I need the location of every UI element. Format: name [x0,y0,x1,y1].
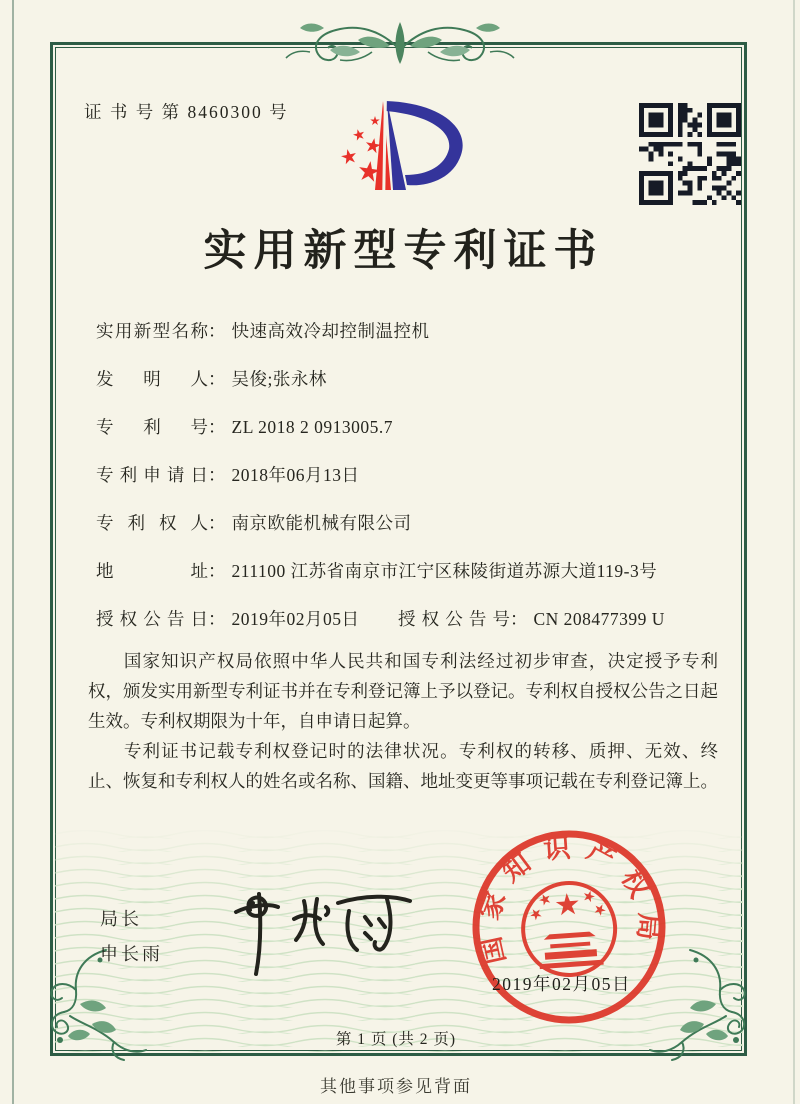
commissioner-role-label: 局长 [100,909,142,929]
field-label: 授权公告号 [398,609,510,629]
legal-paragraph-2: 专利证书记载专利权登记时的法律状况。专利权的转移、质押、无效、终止、恢复和专利权人的姓名或名称、国籍、地址变更等事项记载在专利登记簿上。 [88,741,718,791]
page-edge-line-left [12,0,14,1104]
qr-code [639,103,741,205]
field-value: 2018年06月13日 [231,465,360,485]
field-label: 发明人 [96,369,208,389]
top-center-ornament-icon [280,12,520,74]
field-value: 211100 江苏省南京市江宁区秣陵街道苏源大道119-3号 [231,561,658,581]
field-value: 南京欧能机械有限公司 [231,513,412,533]
field-label: 专利申请日 [96,465,208,485]
field-value: ZL 2018 2 0913005.7 [231,417,393,437]
cnipa-logo-icon [330,93,468,201]
seal-circular-text: 国家知识产权局 [472,831,665,967]
field-row-utility-model-name: 实用新型名称： 快速高效冷却控制温控机 [96,318,736,345]
page-indicator: 第 1 页 (共 2 页) [335,1031,457,1048]
certificate-title: 实用新型专利证书 [203,228,604,275]
certificate-number: 证 书 号 第 8460300 号 [84,102,289,122]
legal-text [88,646,718,796]
commissioner-signature-handwriting [222,888,412,978]
field-value: CN 208477399 U [533,609,665,629]
legal-paragraph-1: 国家知识产权局依照中华人民共和国专利法经过初步审查，决定授予专利权，颁发实用新型专利证书并在专利登记簿上予以登记。专利权自授权公告之日起生效。专利权期限为十年，自申请日起算。 [88,651,718,731]
field-label: 专利权人 [96,513,208,533]
field-value: 快速高效冷却控制温控机 [231,321,430,341]
commissioner-name-label: 申长雨 [100,944,163,964]
page-edge-line-right [793,0,795,1104]
field-value: 吴俊;张永林 [231,369,327,389]
field-label: 实用新型名称 [96,321,208,341]
field-row-grant [96,606,736,633]
national-ip-office-seal [461,819,677,1035]
grant-number-pair: 授权公告号： CN 208477399 U [398,606,665,631]
back-side-note: 其他事项参见背面 [320,1077,472,1096]
field-row-address: 地址： 211100 江苏省南京市江宁区秣陵街道苏源大道119-3号 [96,558,736,585]
certificate-fields [96,318,736,654]
field-row-patent-number: 专利号： ZL 2018 2 0913005.7 [96,414,736,441]
field-value: 2019年02月05日 [231,609,360,629]
field-label: 专利号 [96,417,208,437]
seal-date: 2019年02月05日 [492,974,631,994]
field-label: 授权公告日 [96,609,208,629]
field-label: 地址 [96,561,208,581]
field-row-inventor: 发明人： 吴俊;张永林 [96,366,736,393]
field-row-filing-date: 专利申请日： 2018年06月13日 [96,462,736,489]
grant-date-pair: 授权公告日： 2019年02月05日 [96,609,360,629]
field-row-patentee: 专利权人： 南京欧能机械有限公司 [96,510,736,537]
